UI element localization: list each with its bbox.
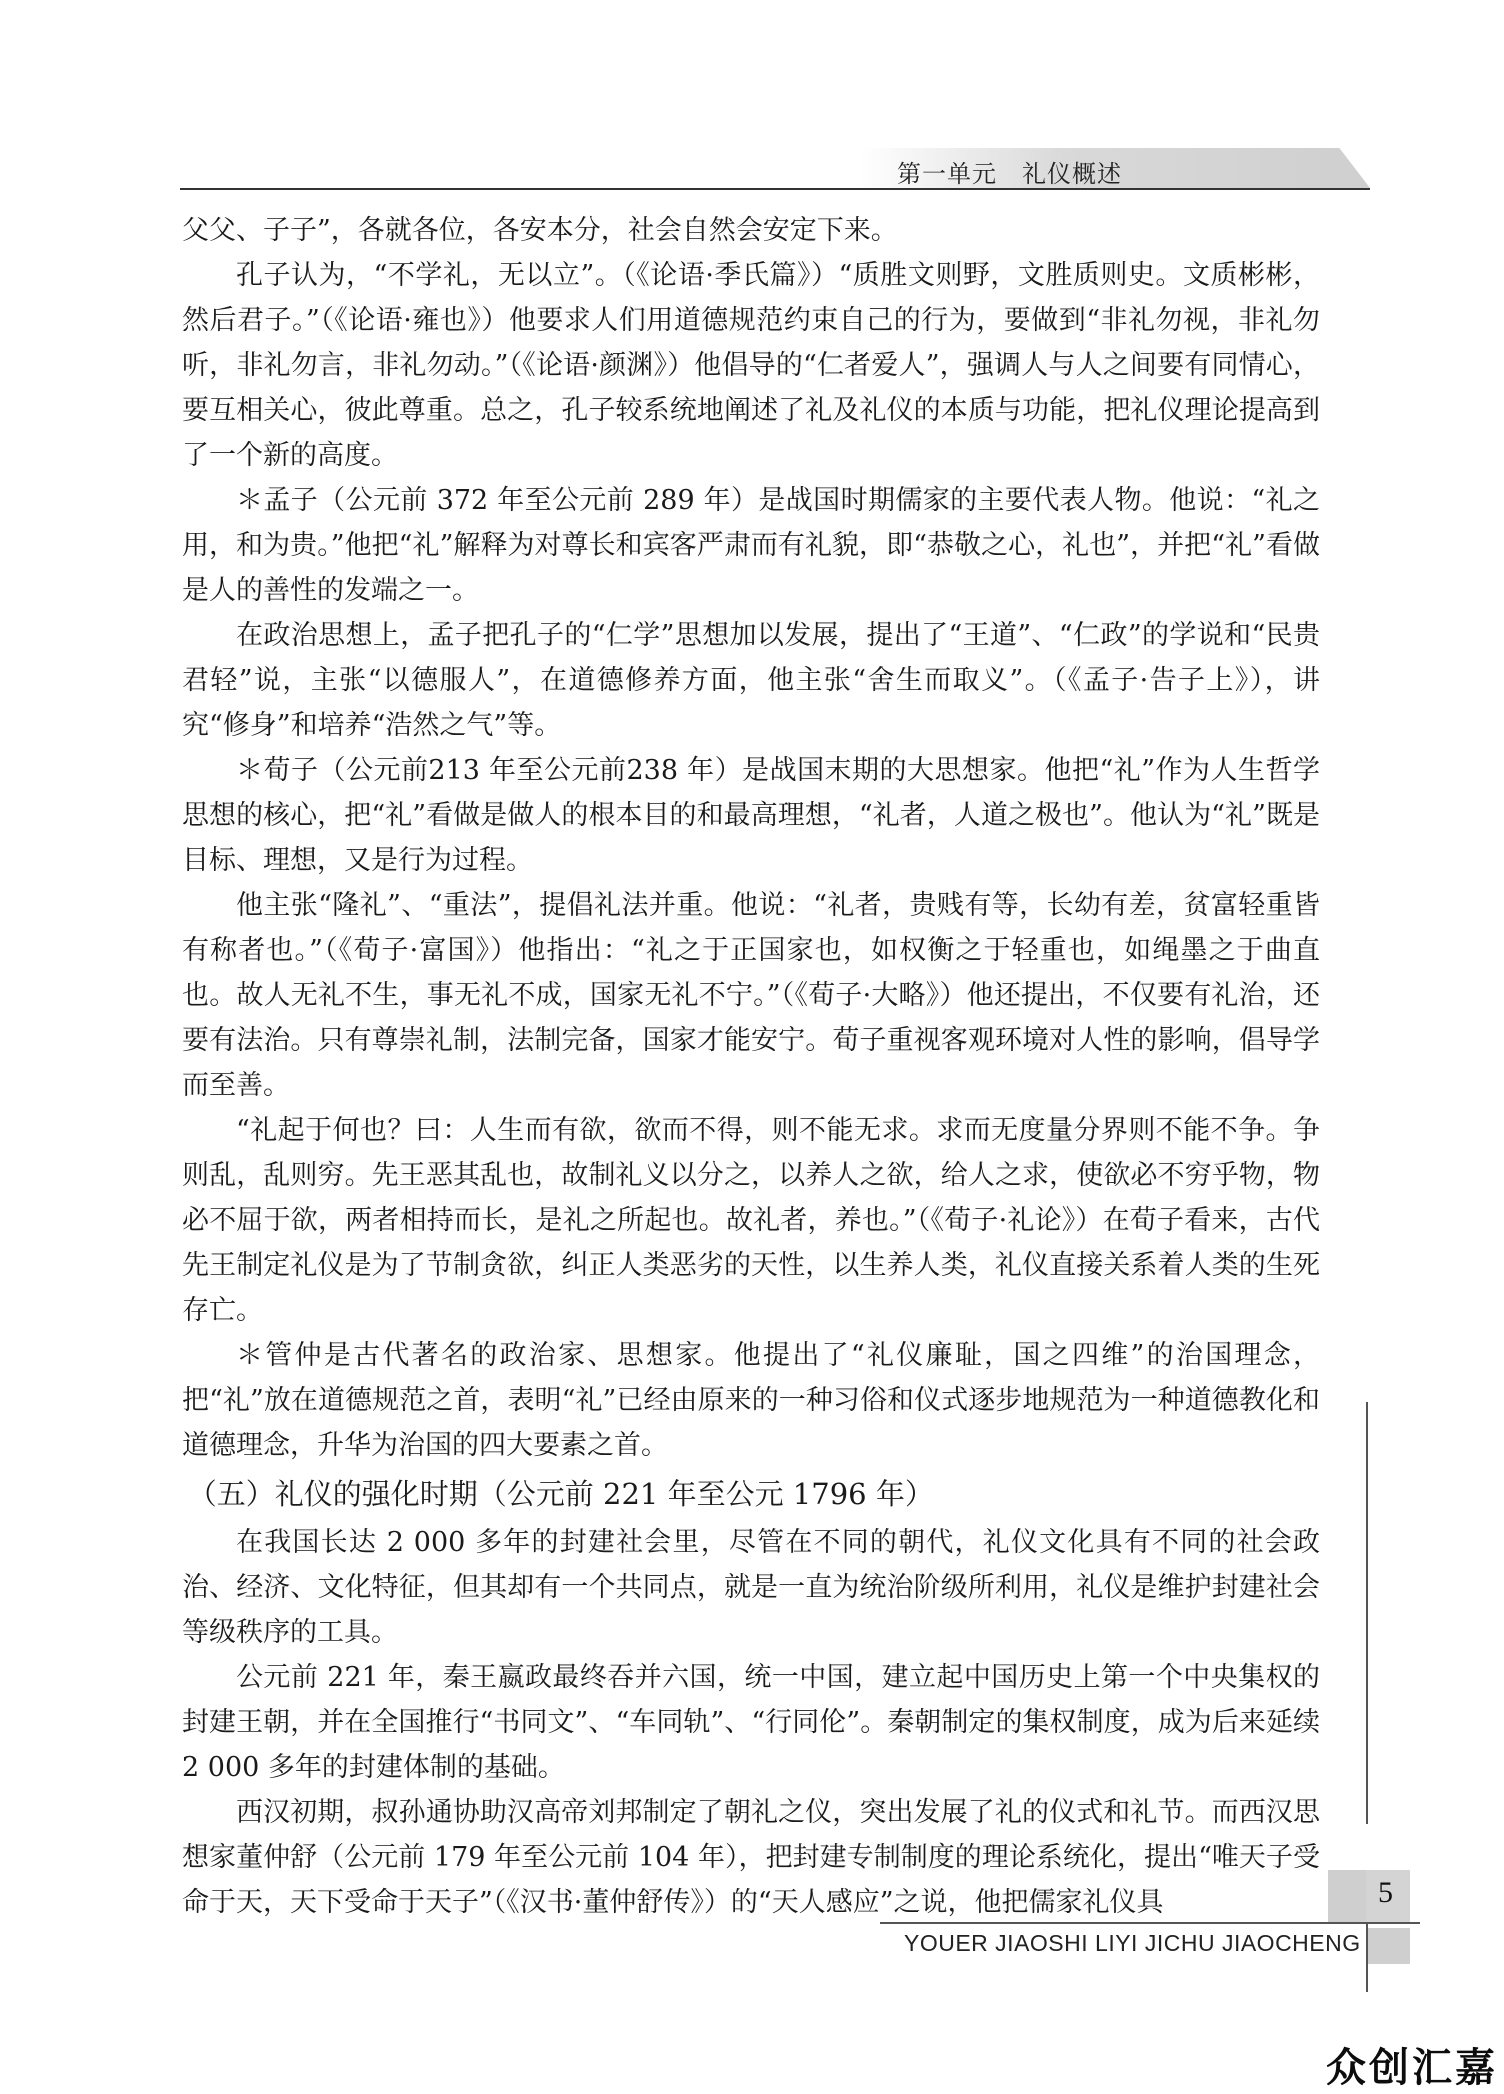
paragraph-2: 孔子认为，“不学礼，无以立”。（《论语·季氏篇》）“质胜文则野，文胜质则史。文质彬彬，然后君子。”（《论语·雍也》）他要求人们用道德规范约束自己的行为，要做到“非礼勿视，非礼勿听，非礼勿言，非礼勿动。”（《论语·颜渊》）他倡导的“仁者爱人”，强调人与人之间要有同情心，要互相关心，彼此尊重。总之，孔子较系统地阐述了礼及礼仪的本质与功能，把礼仪理论提高到了一个新的高度。 [182,260,1320,471]
watermark: 众创汇嘉 [1326,2045,1498,2091]
paragraph-9: 在我国长达 2 000 多年的封建社会里，尽管在不同的朝代，礼仪文化具有不同的社会政治、经济、文化特征，但其却有一个共同点，就是一直为统治阶级所利用，礼仪是维护封建社会等级秩序的工具。 [182,1527,1320,1648]
paragraph-8: ＊管仲是古代著名的政治家、思想家。他提出了“礼仪廉耻，国之四维”的治国理念，把“礼”放在道德规范之首，表明“礼”已经由原来的一种习俗和仪式逐步地规范为一种道德教化和道德理念，升华为治国的四大要素之首。 [182,1340,1320,1461]
footer-vertical-rule [1366,1922,1368,1992]
header-rule [180,188,1370,190]
page-number: 5 [1378,1876,1393,1909]
page-header [180,148,1370,188]
header-title: 第一单元 礼仪概述 [897,160,1122,188]
margin-rule [1366,1402,1368,1824]
section-heading: （五）礼仪的强化时期（公元前 221 年至公元 1796 年） [187,1477,934,1511]
footer-rule [880,1922,1420,1924]
paragraph-3: ＊孟子（公元前 372 年至公元前 289 年）是战国时期儒家的主要代表人物。他说：“礼之用，和为贵。”他把“礼”解释为对尊长和宾客严肃而有礼貌，即“恭敬之心，礼也”，并把“礼”看做是人的善性的发端之一。 [182,485,1320,606]
paragraph-11: 西汉初期，叔孙通协助汉高帝刘邦制定了朝礼之仪，突出发展了礼的仪式和礼节。而西汉思想家董仲舒（公元前 179 年至公元前 104 年），把封建专制制度的理论系统化，提出“唯天子受命于天，天下受命于天子”（《汉书·董仲舒传》）的“天人感应”之说，他把儒家礼仪具 [182,1797,1320,1918]
footer-text: YOUER JIAOSHI LIYI JICHU JIAOCHENG [904,1930,1361,1956]
paragraph-4: 在政治思想上，孟子把孔子的“仁学”思想加以发展，提出了“王道”、“仁政”的学说和“民贵君轻”说，主张“以德服人”，在道德修养方面，他主张“舍生而取义”。（《孟子·告子上》），讲究“修身”和培养“浩然之气”等。 [182,620,1320,741]
paragraph-5: ＊荀子（公元前213 年至公元前238 年）是战国末期的大思想家。他把“礼”作为人生哲学思想的核心，把“礼”看做是做人的根本目的和最高理想，“礼者，人道之极也”。他认为“礼”既是目标、理想，又是行为过程。 [182,755,1320,876]
paragraph-1: 父父、子子”，各就各位，各安本分，社会自然会安定下来。 [182,215,898,246]
paragraph-10: 公元前 221 年，秦王嬴政最终吞并六国，统一中国，建立起中国历史上第一个中央集权的封建王朝，并在全国推行“书同文”、“车同轨”、“行同伦”。秦朝制定的集权制度，成为后来延续 2 000 多年的封建体制的基础。 [182,1662,1320,1783]
page-body [182,208,1320,1925]
paragraph-6: 他主张“隆礼”、“重法”，提倡礼法并重。他说：“礼者，贵贱有等，长幼有差，贫富轻重皆有称者也。”（《荀子·富国》）他指出：“礼之于正国家也，如权衡之于轻重也，如绳墨之于曲直也。故人无礼不生，事无礼不成，国家无礼不宁。”（《荀子·大略》）他还提出，不仅要有礼治，还要有法治。只有尊崇礼制，法制完备，国家才能安宁。荀子重视客观环境对人性的影响，倡导学而至善。 [182,890,1320,1101]
page-number-box-lower [1366,1928,1410,1964]
paragraph-7: “礼起于何也？曰：人生而有欲，欲而不得，则不能无求。求而无度量分界则不能不争。争则乱，乱则穷。先王恶其乱也，故制礼义以分之，以养人之欲，给人之求，使欲必不穷乎物，物必不屈于欲，两者相持而长，是礼之所起也。故礼者，养也。”（《荀子·礼论》）在荀子看来，古代先王制定礼仪是为了节制贪欲，纠正人类恶劣的天性，以生养人类，礼仪直接关系着人类的生死存亡。 [182,1115,1320,1326]
